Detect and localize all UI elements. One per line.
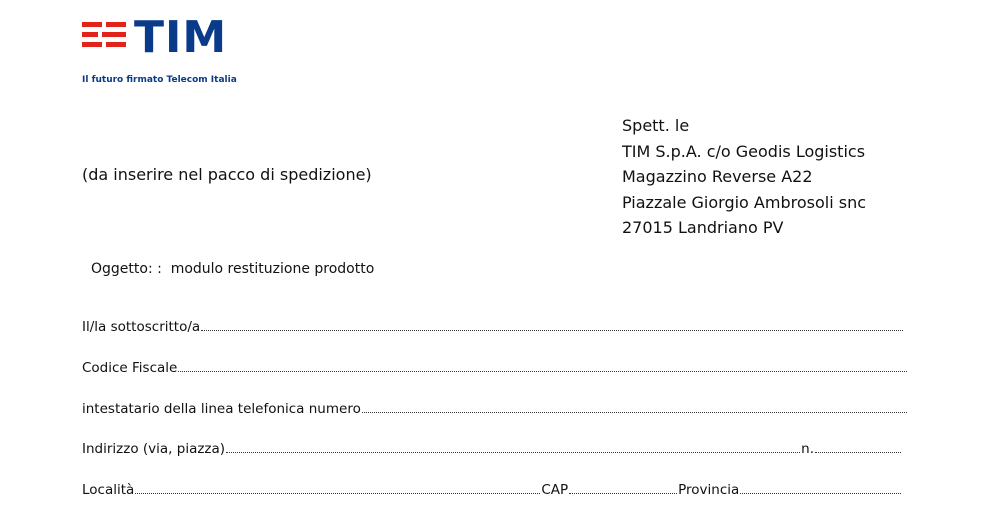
fill-line[interactable] <box>569 492 677 494</box>
field-label: Provincia <box>678 482 740 498</box>
tim-logo-mark-icon <box>82 20 130 56</box>
field-label: Indirizzo (via, piazza) <box>82 441 226 457</box>
field-codice-fiscale <box>82 356 908 376</box>
address-line: TIM S.p.A. c/o Geodis Logistics <box>622 141 866 161</box>
subject-text: modulo restituzione prodotto <box>170 261 375 277</box>
subject-line <box>91 261 374 277</box>
field-indirizzo <box>82 437 902 457</box>
fill-line[interactable] <box>815 451 901 453</box>
shipping-note: (da inserire nel pacco di spedizione) <box>82 165 372 184</box>
field-label: n. <box>801 441 814 457</box>
field-label: intestatario della linea telefonica numero <box>82 401 361 417</box>
field-label: Codice Fiscale <box>82 360 178 376</box>
field-sottoscritto <box>82 315 904 335</box>
recipient-address <box>622 113 866 241</box>
address-line: 27015 Landriano PV <box>622 218 784 237</box>
field-localita <box>82 478 902 498</box>
fill-line[interactable] <box>226 451 800 453</box>
fill-line[interactable] <box>178 370 907 372</box>
logo-tagline: Il futuro firmato Telecom Italia <box>82 75 237 85</box>
fill-line[interactable] <box>362 411 907 413</box>
subject-label: Oggetto: : <box>91 261 162 277</box>
field-intestatario <box>82 397 908 417</box>
field-label: Località <box>82 482 135 498</box>
address-line: Spett. le <box>622 116 690 135</box>
fill-line[interactable] <box>135 492 540 494</box>
address-line: Piazzale Giorgio Ambrosoli snc <box>622 192 867 212</box>
address-line: Magazzino Reverse A22 <box>622 167 813 186</box>
field-label: Il/la sottoscritto/a <box>82 319 201 335</box>
tim-logo-text: TIM <box>134 12 228 63</box>
field-label: CAP <box>541 482 569 498</box>
fill-line[interactable] <box>201 329 903 331</box>
fill-line[interactable] <box>740 492 901 494</box>
